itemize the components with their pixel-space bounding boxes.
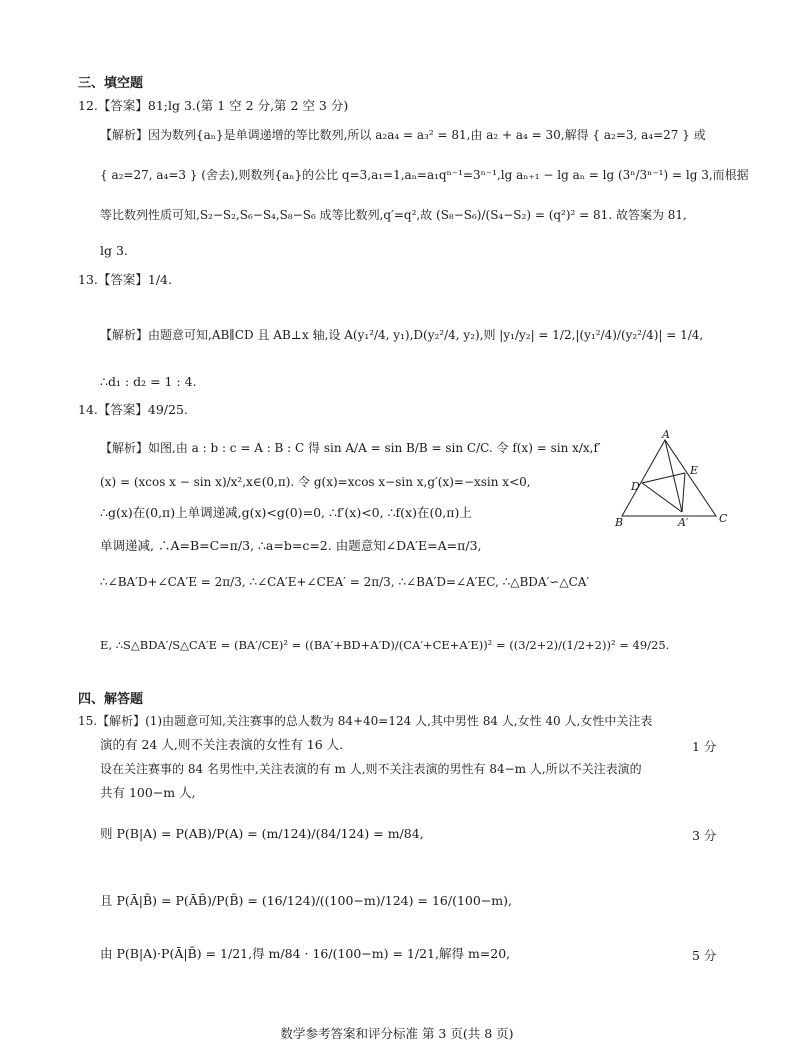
q15-line-5: 则 P(B|A) = P(AB)/P(A) = (m/124)/(84/124) = m/84, bbox=[100, 826, 424, 841]
label-e: E bbox=[690, 464, 699, 477]
score-marker-2: 3 分 bbox=[692, 828, 717, 843]
q15-line-6: 且 P(Ā|B̄) = P(ĀB̄)/P(B̄) = (16/124)/((100−m)/124) = 16/(100−m), bbox=[100, 893, 512, 908]
q15-line-1: 15.【解析】(1)由题意可知,关注赛事的总人数为 84+40=124 人,其中男性 84 人,女性 40 人,女性中关注表 bbox=[78, 714, 653, 728]
section-heading-fill-blank: 三、填空题 bbox=[78, 76, 144, 91]
score-marker-3: 5 分 bbox=[692, 948, 717, 963]
q14-analysis-line-1: 【解析】如图,由 a : b : c = A : B : C 得 sin A/A = sin B/B = sin C/C. 令 f(x) = sin x/x,f′ bbox=[100, 441, 601, 455]
page-footer: 数学参考答案和评分标准 第 3 页(共 8 页) bbox=[280, 1026, 514, 1041]
label-a: A bbox=[662, 430, 670, 441]
q14-analysis-line-3: ∴g(x)在(0,π)上单调递减,g(x)<g(0)=0, ∴f′(x)<0, ∴f(x)在(0,π)上 bbox=[100, 505, 472, 520]
q15-line-4: 共有 100−m 人, bbox=[100, 785, 196, 800]
q14-analysis-line-5: ∴∠BA′D+∠CA′E = 2π/3, ∴∠CA′E+∠CEA′ = 2π/3, ∴∠BA′D=∠A′EC, ∴△BDA′∽△CA′ bbox=[100, 575, 590, 589]
score-marker-1: 1 分 bbox=[692, 739, 717, 754]
label-b: B bbox=[615, 516, 624, 529]
q12-answer: 12.【答案】81;lg 3.(第 1 空 2 分,第 2 空 3 分) bbox=[78, 98, 349, 113]
q12-analysis-line-3: 等比数列性质可知,S₂−S₂,S₆−S₄,S₈−S₆ 成等比数列,q′=q²,故 (S₈−S₆)/(S₄−S₂) = (q²)² = 81. 故答案为 81, bbox=[100, 208, 687, 222]
segment-de bbox=[642, 473, 685, 483]
segment-ea bbox=[682, 473, 685, 512]
q15-line-2: 演的有 24 人,则不关注表演的女性有 16 人. bbox=[100, 737, 344, 752]
triangle-abc bbox=[622, 440, 716, 516]
q15-line-7: 由 P(B|A)·P(Ā|B̄) = 1/21,得 m/84 · 16/(100−m) = 1/21,解得 m=20, bbox=[100, 946, 511, 961]
q13-analysis-line-2: ∴d₁ : d₂ = 1 : 4. bbox=[100, 374, 197, 389]
section-heading-solutions: 四、解答题 bbox=[78, 692, 144, 707]
q14-answer: 14.【答案】49/25. bbox=[78, 402, 188, 417]
q13-analysis-line-1: 【解析】由题意可知,AB∥CD 且 AB⊥x 轴,设 A(y₁²/4, y₁),D(y₂²/4, y₂),则 |y₁/y₂| = 1/2,|(y₁²/4)/(y₂²/4)| = 1/4, bbox=[100, 328, 704, 342]
q12-analysis-line-4: lg 3. bbox=[100, 243, 128, 258]
q12-analysis-line-1: 【解析】因为数列{aₙ}是单调递增的等比数列,所以 a₂a₄ = a₃² = 81,由 a₂ + a₄ = 30,解得 { a₂=3, a₄=27 } 或 bbox=[100, 128, 706, 142]
label-d: D bbox=[631, 480, 640, 493]
q14-analysis-line-4: 单调递减, ∴A=B=C=π/3, ∴a=b=c=2. 由题意知∠DA′E=A=π/3, bbox=[100, 538, 482, 553]
q15-line-3: 设在关注赛事的 84 名男性中,关注表演的有 m 人,则不关注表演的男性有 84−m 人,所以不关注表演的 bbox=[100, 762, 642, 776]
q13-answer: 13.【答案】1/4. bbox=[78, 272, 172, 287]
q14-analysis-line-6: E, ∴S△BDA′/S△CA′E = (BA′/CE)² = ((BA′+BD+A′D)/(CA′+CE+A′E))² = ((3/2+2)/(1/2+2))² = 49/25. bbox=[100, 638, 670, 652]
label-a-prime: A′ bbox=[678, 516, 689, 529]
label-c: C bbox=[719, 512, 728, 525]
q14-analysis-line-2: (x) = (xcos x − sin x)/x²,x∈(0,π). 令 g(x)=xcos x−sin x,g′(x)=−xsin x<0, bbox=[100, 475, 531, 489]
q12-analysis-line-2: { a₂=27, a₄=3 } (舍去),则数列{aₙ}的公比 q=3,a₁=1,aₙ=a₁qⁿ⁻¹=3ⁿ⁻¹,lg aₙ₊₁ − lg aₙ = lg (3ⁿ/3ⁿ⁻¹) = lg 3,而根据 bbox=[100, 168, 749, 182]
triangle-figure bbox=[612, 430, 736, 530]
